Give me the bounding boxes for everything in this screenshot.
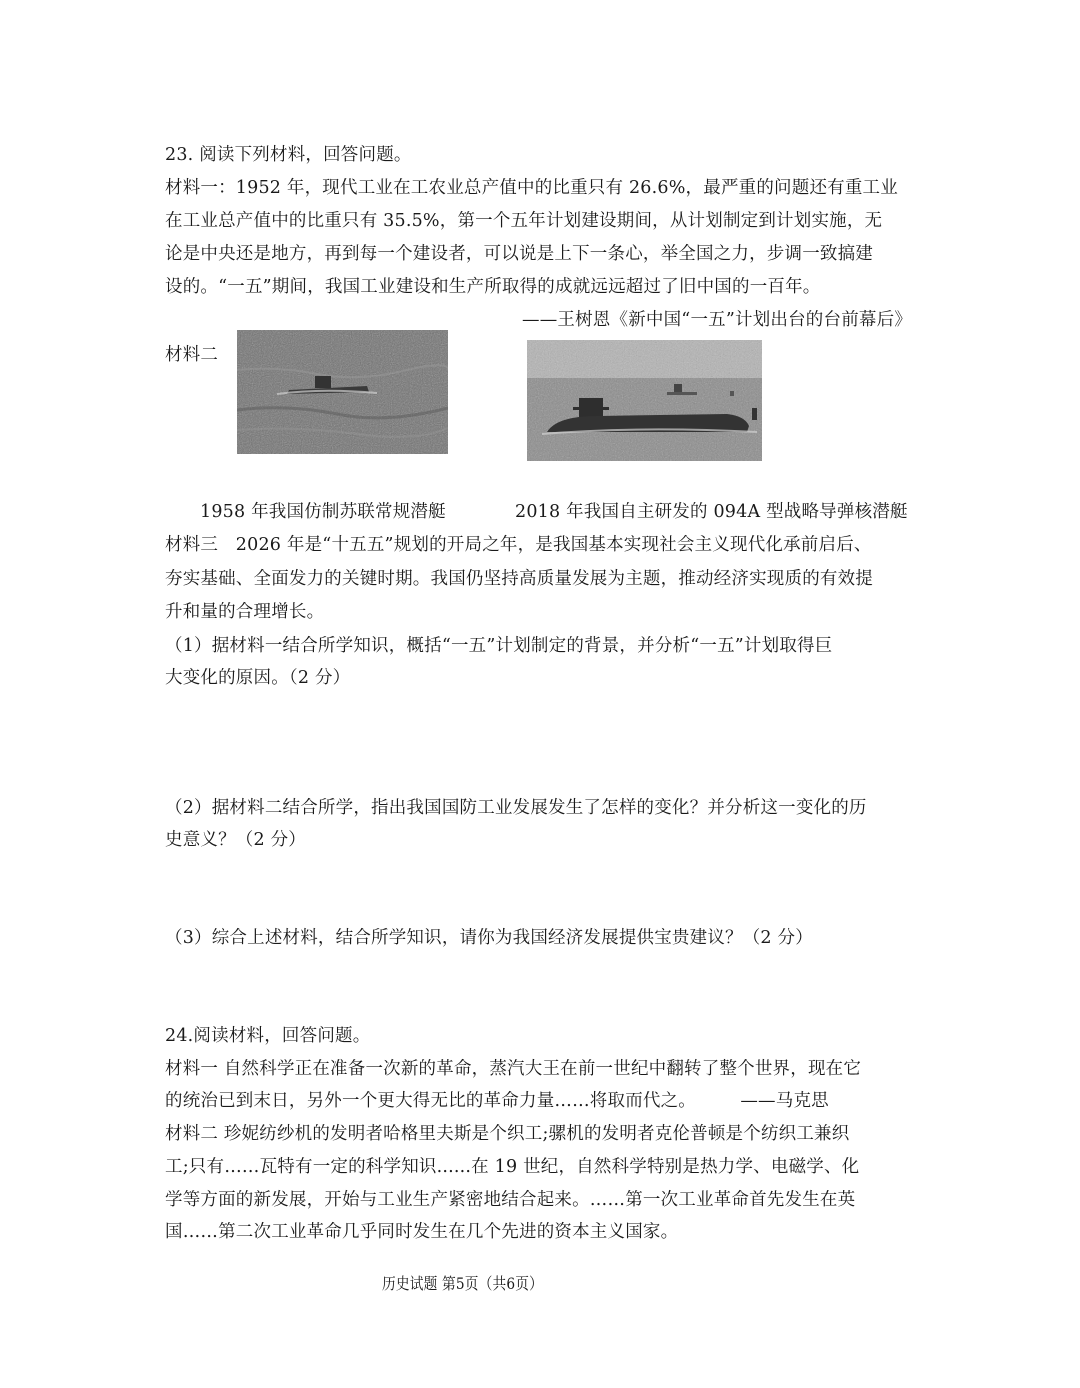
q24-material2-line: 工;只有……瓦特有一定的科学知识......在 19 世纪，自然科学特别是热力学、电磁学、化: [165, 1157, 860, 1177]
q24-material2-line: 材料二 珍妮纺纱机的发明者哈格里夫斯是个织工;骡机的发明者克伦普顿是个纺织工兼织: [165, 1124, 850, 1144]
q23-material2-label: 材料二: [165, 345, 219, 365]
q23-material3-line: 夯实基础、全面发力的关键时期。我国仍坚持高质量发展为主题，推动经济实现质的有效提: [165, 569, 873, 589]
q24-material1-line: 材料一 自然科学正在准备一次新的革命，蒸汽大王在前一世纪中翻转了整个世界，现在它: [165, 1059, 862, 1079]
q23-material1-line: 论是中央还是地方，再到每一个建设者，可以说是上下一条心，举全国之力，步调一致搞建: [165, 244, 873, 264]
q23-material3-line: 升和量的合理增长。: [165, 602, 325, 622]
q23-material1-line: 设的。“一五”期间，我国工业建设和生产所取得的成就远远超过了旧中国的一百年。: [165, 277, 821, 297]
q24-material2-line: 学等方面的新发展，开始与工业生产紧密地结合起来。……第一次工业革命首先发生在英: [165, 1190, 856, 1210]
q23-subquestion-1: 大变化的原因。（2 分）: [165, 668, 351, 688]
q23-subquestion-2: 史意义？（2 分）: [165, 830, 306, 850]
q24-title: 24.阅读材料，回答问题。: [165, 1026, 371, 1046]
q24-material1-line: 的统治已到末日，另外一个更大得无比的革命力量……将取而代之。 ——马克思: [165, 1091, 829, 1111]
photo-caption-1958: 1958 年我国仿制苏联常规潜艇: [200, 502, 446, 522]
submarine-1958-photo: [237, 330, 448, 454]
q23-material1-line: 在工业总产值中的比重只有 35.5%，第一个五年计划建设期间，从计划制定到计划实施，无: [165, 211, 883, 231]
photo-caption-2018: 2018 年我国自主研发的 094A 型战略导弹核潜艇: [515, 502, 908, 522]
q23-subquestion-3: （3）综合上述材料，结合所学知识，请你为我国经济发展提供宝贵建议？（2 分）: [165, 928, 813, 948]
q23-subquestion-2: （2）据材料二结合所学，指出我国国防工业发展发生了怎样的变化？并分析这一变化的历: [165, 798, 867, 818]
submarine-094a-photo: [527, 340, 762, 461]
q23-material3-line: 材料三 2026 年是“十五五”规划的开局之年，是我国基本实现社会主义现代化承前启后、: [165, 535, 872, 555]
q23-material1-source: ——王树恩《新中国“一五”计划出台的台前幕后》: [522, 310, 912, 330]
q23-subquestion-1: （1）据材料一结合所学知识，概括“一五”计划制定的背景，并分析“一五”计划取得巨: [165, 636, 833, 656]
q23-title: 23. 阅读下列材料，回答问题。: [165, 145, 412, 165]
q23-material1-line: 材料一：1952 年，现代工业在工农业总产值中的比重只有 26.6%，最严重的问题还有重工业: [165, 178, 898, 198]
q24-material2-line: 国……第二次工业革命几乎同时发生在几个先进的资本主义国家。: [165, 1222, 679, 1242]
page-footer: 历史试题 第5页（共6页）: [381, 1274, 544, 1293]
